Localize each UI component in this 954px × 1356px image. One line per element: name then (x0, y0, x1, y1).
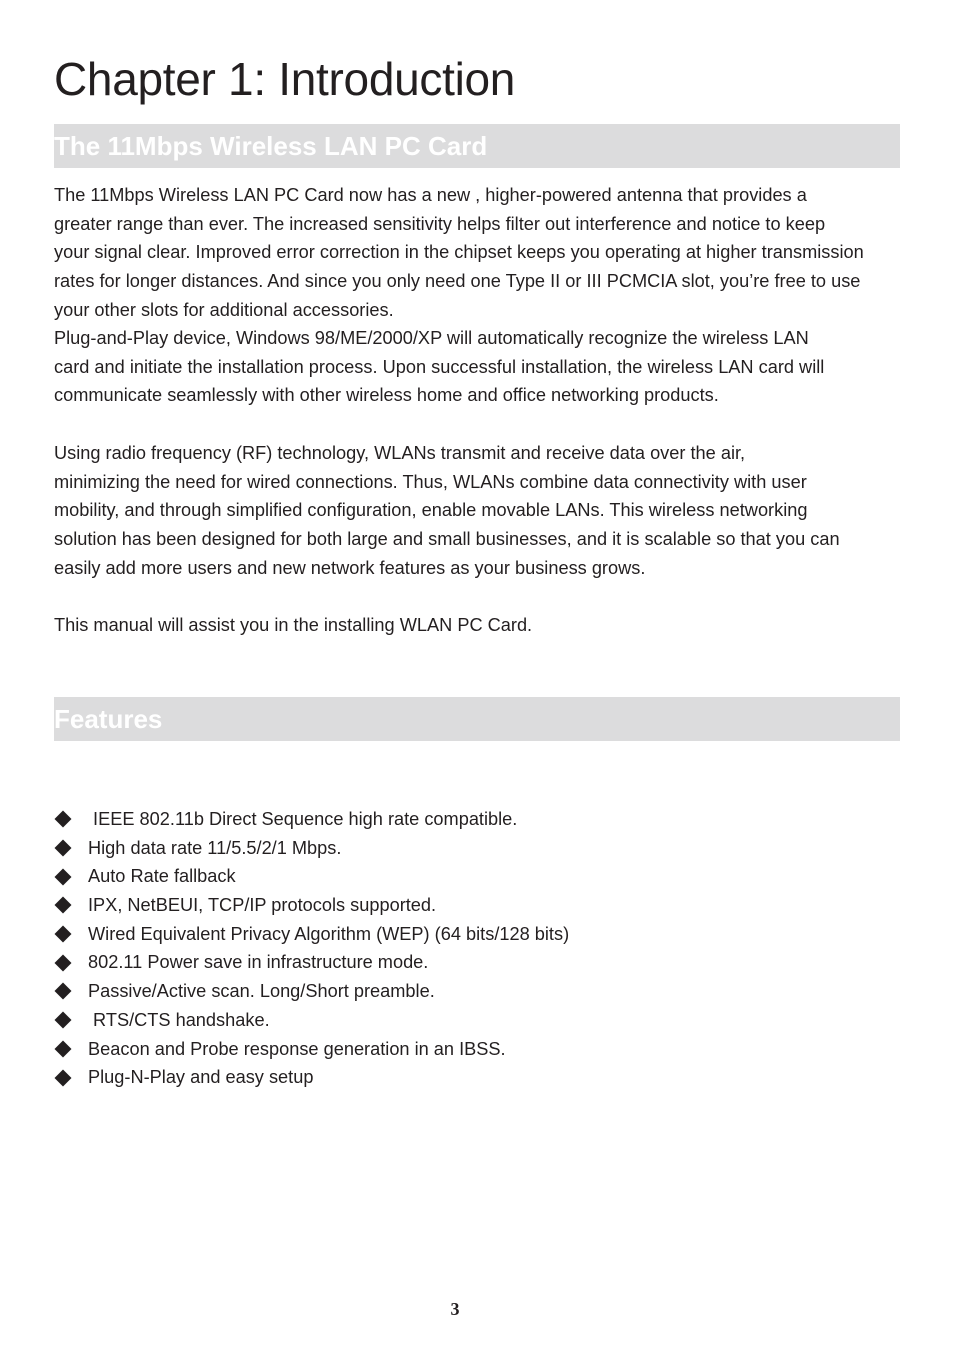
section-header-pc-card (54, 124, 900, 168)
feature-text: Wired Equivalent Privacy Algorithm (WEP) (64 bits/128 bits) (88, 923, 570, 944)
list-item (54, 805, 569, 834)
list-item (54, 1006, 569, 1035)
feature-text: Plug-N-Play and easy setup (88, 1067, 314, 1088)
intro-paragraph: The 11Mbps Wireless LAN PC Card now has a new , higher-powered antenna that provides a greater range than ever. The increased sensitivity helps filter out interference and notice to keep your signal clear. Improved error correction in the chipset keeps you operating at higher transmission rates for longer distances. And since you only need one Type II or III PCMCIA slot, you’re free to use your other slots for additional accessories. (54, 185, 864, 320)
section-header-features (54, 697, 900, 741)
feature-text: 802.11 Power save in infrastructure mode. (88, 952, 429, 973)
diamond-bullet-icon (55, 897, 72, 914)
diamond-bullet-icon (55, 840, 72, 857)
feature-text: Auto Rate fallback (88, 866, 236, 887)
diamond-bullet-icon (55, 983, 72, 1000)
section-heading: The 11Mbps Wireless LAN PC Card (54, 131, 488, 161)
feature-text: RTS/CTS handshake. (88, 1009, 270, 1030)
list-item (54, 948, 569, 977)
chapter-title: Chapter 1: Introduction (54, 53, 516, 105)
list-item (54, 834, 569, 863)
diamond-bullet-icon (55, 1040, 72, 1057)
rf-technology-paragraph: Using radio frequency (RF) technology, WLANs transmit and receive data over the air, minimizing the need for wired connections. Thus, WLANs combine data connectivity with user mobility, and through simplified configuration, enable movable LANs. This wireless networking solution has been designed for both large and small businesses, and it is scalable so that you can easily add more users and new network features as your business grows. (54, 443, 840, 578)
list-item (54, 862, 569, 891)
diamond-bullet-icon (55, 811, 72, 828)
page-number: 3 (450, 1299, 460, 1319)
diamond-bullet-icon (55, 1069, 72, 1086)
feature-text: IEEE 802.11b Direct Sequence high rate compatible. (88, 809, 518, 829)
list-item (54, 977, 569, 1006)
list-item (54, 891, 569, 920)
list-item (54, 1063, 569, 1092)
list-item (54, 920, 569, 949)
feature-text: IPX, NetBEUI, TCP/IP protocols supported. (88, 895, 437, 916)
features-list (54, 805, 569, 1092)
manual-note-paragraph: This manual will assist you in the installing WLAN PC Card. (54, 615, 533, 635)
diamond-bullet-icon (55, 954, 72, 971)
section-heading: Features (54, 704, 163, 734)
plug-and-play-paragraph: Plug-and-Play device, Windows 98/ME/2000/XP will automatically recognize the wireless LAN card and initiate the installation process. Upon successful installation, the wireless LAN card will communicate seamlessly with other wireless home and office networking products. (54, 328, 825, 406)
diamond-bullet-icon (55, 926, 72, 943)
diamond-bullet-icon (55, 868, 72, 885)
feature-text: Beacon and Probe response generation in an IBSS. (88, 1038, 506, 1059)
diamond-bullet-icon (55, 1012, 72, 1029)
feature-text: Passive/Active scan. Long/Short preamble. (88, 981, 435, 1002)
list-item (54, 1035, 569, 1064)
feature-text: High data rate 11/5.5/2/1 Mbps. (88, 837, 342, 858)
